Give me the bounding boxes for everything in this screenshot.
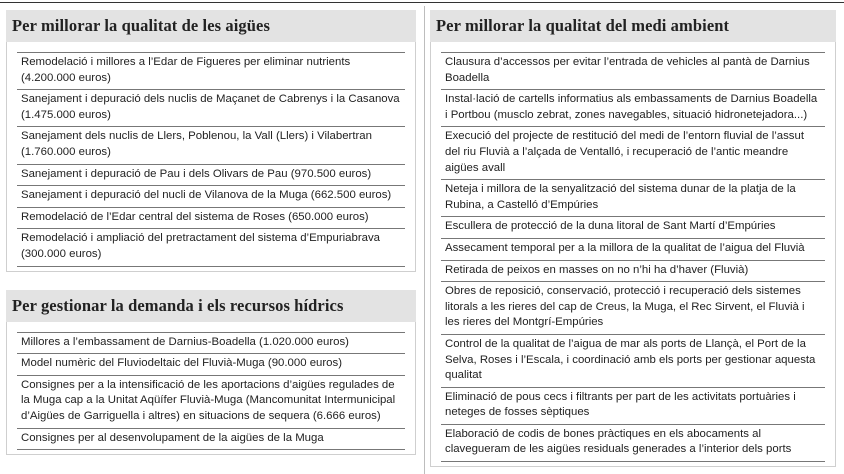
water-demand-list xyxy=(6,322,416,456)
list-item: Eliminació de pous cecs i filtrants per part de les activitats portuàries i neteges de fosses sèptiques xyxy=(441,388,825,425)
section-header-water-demand xyxy=(6,290,416,322)
section-header-environment xyxy=(430,10,836,42)
top-rule xyxy=(0,2,844,3)
list-item: Neteja i millora de la senyalització del sistema dunar de la platja de la Rubina, a Castelló d’Empúries xyxy=(441,180,825,217)
left-column xyxy=(6,10,416,455)
list-item: Sanejament i depuració de Pau i dels Olivars de Pau (970.500 euros) xyxy=(17,165,405,187)
list-item: Consignes per a la intensificació de les aportacions d’aigües regulades de la Muga cap a la Unitat Aqüífer Fluvià-Muga (Mancomunitat Intermunicipal d’Aigües de Garriguella i altres) en situacions de sequera (6.666 euros) xyxy=(17,376,405,429)
list-item: Assecament temporal per a la millora de la qualitat de l’aigua del Fluvià xyxy=(441,239,825,261)
list-item: Remodelació i ampliació del pretractament del sistema d’Empuriabrava (300.000 euros) xyxy=(17,229,405,266)
list-item: Sanejament i depuració dels nuclis de Maçanet de Cabrenys i la Casanova (1.475.000 euros) xyxy=(17,90,405,127)
section-title: Per millorar la qualitat del medi ambient xyxy=(436,16,730,35)
list-item: Remodelació i millores a l’Edar de Figueres per eliminar nutrients (4.200.000 euros) xyxy=(17,52,405,90)
list-item: Consignes per al desenvolupament de la aigües de la Muga xyxy=(17,429,405,451)
list-item: Execució del projecte de restitució del medi de l’entorn fluvial de l’assut del riu Fluvià a l’alçada de Ventalló, i recuperació de l’antic meandre aigües avall xyxy=(441,127,825,180)
list-item: Control de la qualitat de l’aigua de mar als ports de Llançà, el Port de la Selva, Roses i l’Escala, i coordinació amb els ports per gestionar aquesta qualitat xyxy=(441,335,825,388)
section-header-water-quality xyxy=(6,10,416,42)
right-column xyxy=(430,10,836,467)
column-divider xyxy=(424,6,425,474)
environment-list xyxy=(430,42,836,467)
list-item: Elaboració de codis de bones pràctiques en els abocaments al clavegueram de les aigües residuals generades a l’interior dels ports xyxy=(441,425,825,462)
list-item: Remodelació de l’Edar central del sistema de Roses (650.000 euros) xyxy=(17,208,405,230)
list-item: Instal·lació de cartells informatius als embassaments de Darnius Boadella i Portbou (musclo zebrat, zones navegables, situació hidronetejadora...) xyxy=(441,90,825,127)
list-item: Sanejament dels nuclis de Llers, Poblenou, la Vall (Llers) i Vilabertran (1.760.000 euros) xyxy=(17,127,405,164)
list-item: Clausura d’accessos per evitar l’entrada de vehicles al pantà de Darnius Boadella xyxy=(441,52,825,90)
list-item: Obres de reposició, conservació, protecció i recuperació dels sistemes litorals a les rieres del cap de Creus, la Muga, el Rec Sirvent, el Fluvià i les rieres del Montgrí-Empúries xyxy=(441,282,825,335)
list-item: Model numèric del Fluviodeltaic del Fluvià-Muga (90.000 euros) xyxy=(17,354,405,376)
section-title: Per gestionar la demanda i els recursos hídrics xyxy=(12,295,344,315)
list-item: Sanejament i depuració del nucli de Vilanova de la Muga (662.500 euros) xyxy=(17,186,405,208)
water-quality-list xyxy=(6,42,416,272)
list-item: Retirada de peixos en masses on no n’hi ha d’haver (Fluvià) xyxy=(441,261,825,283)
list-item: Escullera de protecció de la duna litoral de Sant Martí d’Empúries xyxy=(441,217,825,239)
section-title: Per millorar la qualitat de les aigües xyxy=(12,16,271,35)
list-item: Millores a l’embassament de Darnius-Boadella (1.020.000 euros) xyxy=(17,332,405,355)
